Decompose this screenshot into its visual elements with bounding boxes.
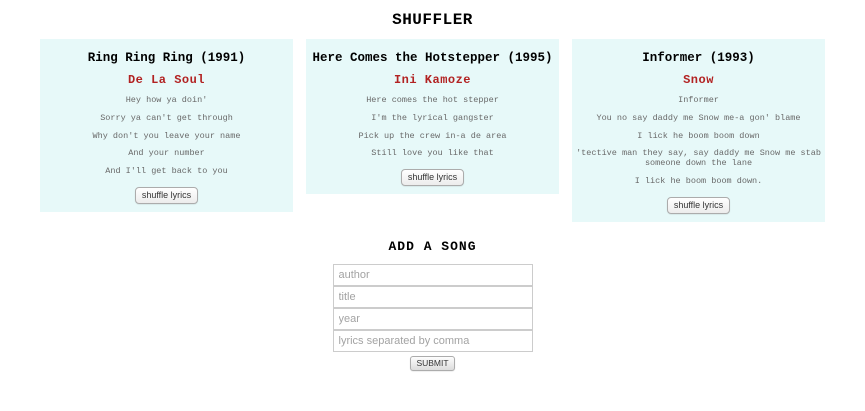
year-input[interactable] (333, 308, 533, 330)
lyric-line: I lick he boom boom down. (634, 176, 763, 186)
lyric-line: I lick he boom boom down (637, 130, 760, 141)
add-song-section (0, 239, 865, 371)
song-title: Ring Ring Ring (1991) (87, 51, 246, 65)
song-card-hotstepper (306, 39, 559, 194)
shuffle-lyrics-button[interactable]: shuffle lyrics (667, 197, 730, 214)
lyric-line: And your number (128, 148, 205, 159)
lyrics-input[interactable] (333, 330, 533, 352)
song-artist: De La Soul (127, 73, 205, 88)
add-song-form (333, 264, 533, 371)
submit-button[interactable]: SUBMIT (410, 356, 454, 371)
lyric-line: Why don't you leave your name (92, 130, 241, 141)
page-title: SHUFFLER (392, 11, 473, 29)
lyric-line: Pick up the crew in-a de area (358, 130, 507, 141)
add-song-heading: ADD A SONG (388, 238, 477, 254)
lyric-line: I'm the lyrical gangster (371, 112, 494, 123)
shuffle-lyrics-button[interactable]: shuffle lyrics (401, 169, 464, 186)
author-input[interactable] (333, 264, 533, 286)
lyric-line: You no say daddy me Snow me-a gon' blame (596, 112, 801, 123)
song-title: Here Comes the Hotstepper (1995) (312, 51, 553, 65)
song-card-informer (572, 39, 825, 222)
lyric-line: Still love you like that (371, 148, 494, 159)
lyric-line: Hey how ya doin' (125, 95, 208, 106)
title-input[interactable] (333, 286, 533, 308)
song-title: Informer (1993) (642, 51, 755, 65)
lyric-line: Here comes the hot stepper (366, 95, 499, 106)
lyric-line: And I'll get back to you (105, 166, 228, 177)
song-cards-row (0, 39, 865, 222)
lyric-line: Sorry ya can't get through (100, 112, 233, 123)
song-card-ring-ring-ring (40, 39, 293, 212)
shuffle-lyrics-button[interactable]: shuffle lyrics (135, 187, 198, 204)
song-artist: Snow (683, 73, 714, 88)
lyric-line: Informer (678, 95, 719, 106)
lyric-line: 'tective man they say, say daddy me Snow me stab someone down the lane (576, 148, 821, 169)
song-artist: Ini Kamoze (393, 73, 471, 88)
